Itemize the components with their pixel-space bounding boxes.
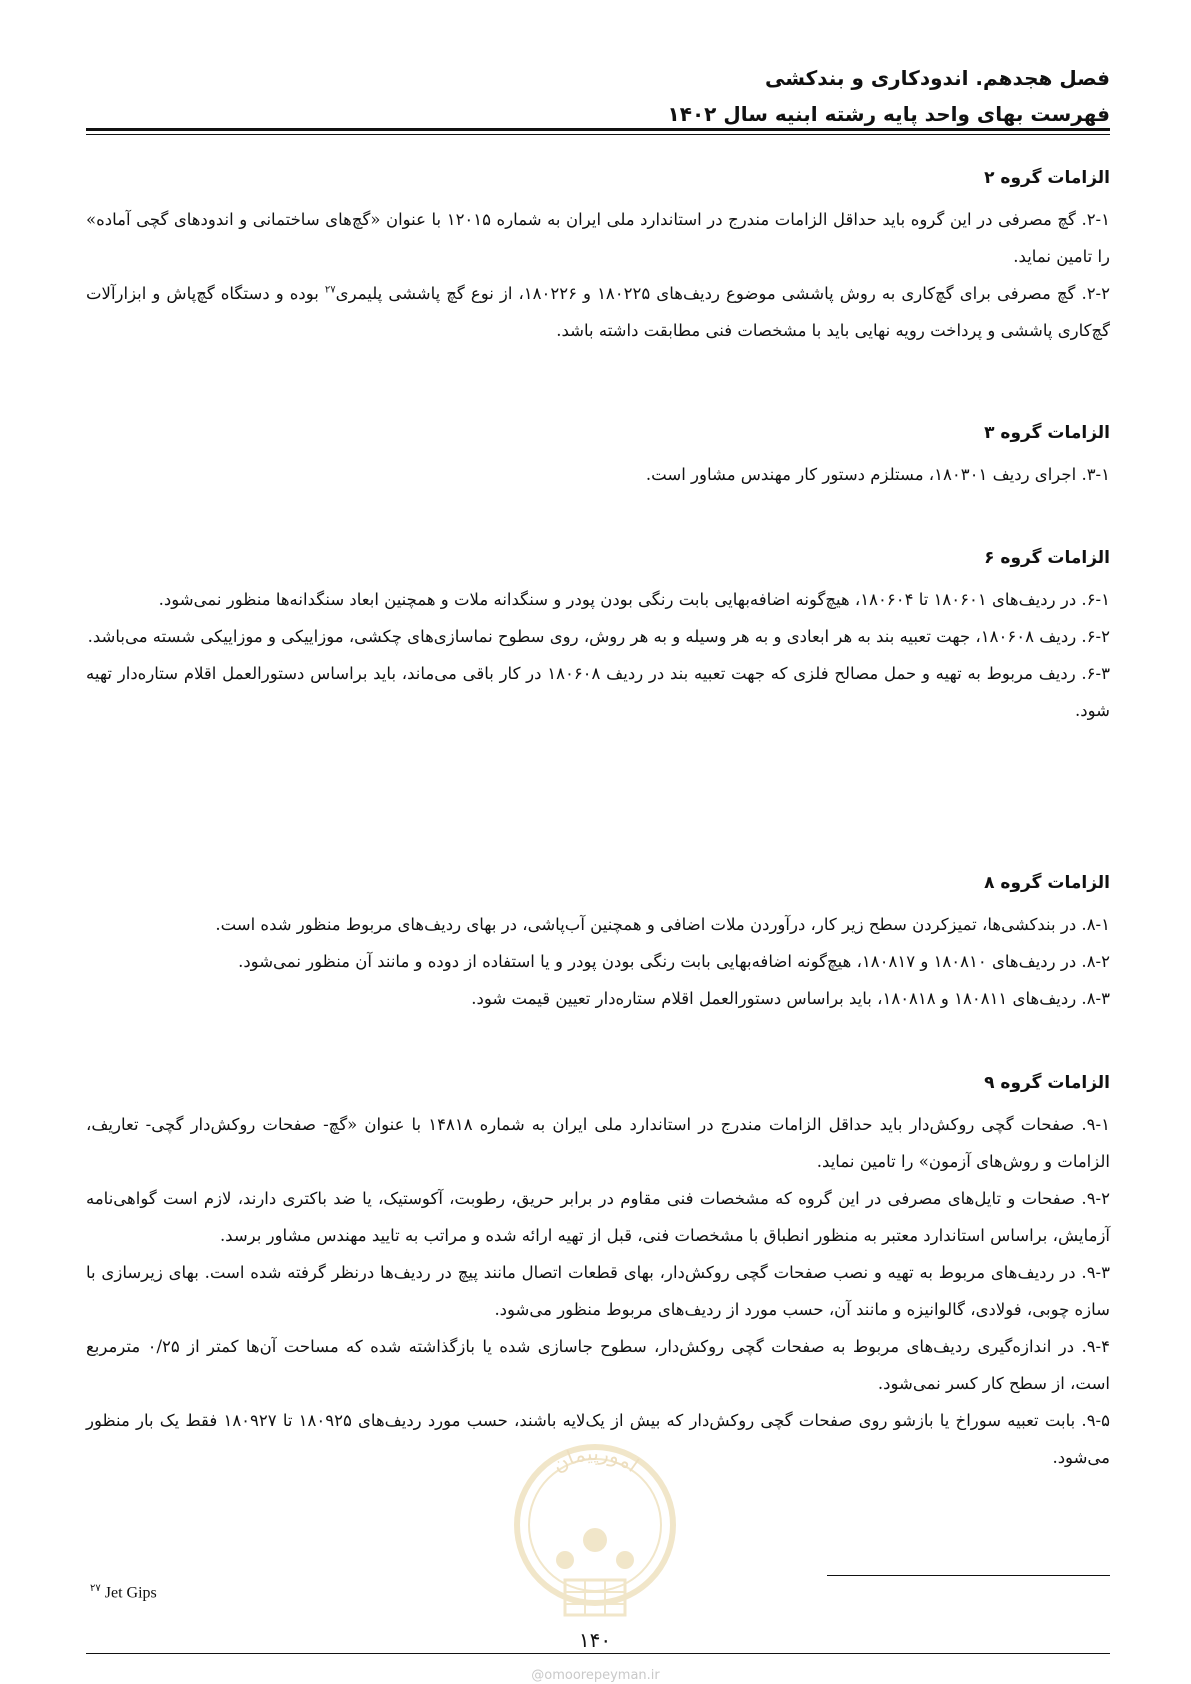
paragraph: ۶-۳. ردیف مربوط به تهیه و حمل مصالح فلزی که جهت تعبیه بند در ردیف ۱۸۰۶۰۸ در کار باقی می‌ماند، باید براساس دستورالعمل اقلام ستاره‌دار تهیه شود. xyxy=(86,664,1110,720)
section-title: الزامات گروه ۸ xyxy=(984,873,1110,893)
paragraph: ۹-۵. بابت تعبیه سوراخ یا بازشو روی صفحات گچی روکش‌دار که بیش از یک‌لایه باشند، حسب مورد ردیف‌های ۱۸۰۹۲۵ تا ۱۸۰۹۲۷ فقط یک بار منظور می‌شود. xyxy=(86,1411,1110,1467)
section-group-2 xyxy=(86,165,1110,349)
section-group-6 xyxy=(86,545,1110,729)
paragraph: ۹-۱. صفحات گچی روکش‌دار باید حداقل الزامات مندرج در استاندارد ملی ایران به شماره ۱۴۸۱۸ با عنوان «گچ- صفحات روکش‌دار گچی- تعاریف، الزامات و روش‌های آزمون» را تامین نماید. xyxy=(86,1115,1110,1171)
section-title: الزامات گروه ۹ xyxy=(984,1073,1110,1093)
chapter-title: فصل هجدهم. اندودکاری و بندکشی xyxy=(765,66,1110,90)
paragraph: ۶-۱. در ردیف‌های ۱۸۰۶۰۱ تا ۱۸۰۶۰۴، هیچ‌گونه اضافه‌بهایی بابت رنگی بودن پودر و سنگدانه ملات و همچنین ابعاد سنگدانه‌ها منظور نمی‌شود. xyxy=(158,590,1110,609)
paragraph: ۳-۱. اجرای ردیف ۱۸۰۳۰۱، مستلزم دستور کار مهندس مشاور است. xyxy=(645,465,1110,484)
watermark-seal-logo xyxy=(505,1430,685,1630)
price-list-title: فهرست بهای واحد پایه رشته ابنیه سال ۱۴۰۲ xyxy=(667,102,1110,126)
header-rule-thick xyxy=(86,128,1110,131)
section-group-3 xyxy=(86,420,1110,493)
paragraph: ۸-۱. در بندکشی‌ها، تمیزکردن سطح زیر کار، درآوردن ملات اضافی و همچنین آب‌پاشی، در بهای ردیف‌های مربوط منظور شده است. xyxy=(215,915,1110,934)
svg-text:امورپیمان: امورپیمان xyxy=(547,1440,644,1477)
page-header xyxy=(86,60,1110,132)
footnote-rule xyxy=(827,1575,1110,1576)
footnote xyxy=(90,1583,157,1602)
paragraph: ۲-۲. گچ مصرفی برای گچ‌کاری به روش پاششی موضوع ردیف‌های ۱۸۰۲۲۵ و ۱۸۰۲۲۶، از نوع گچ پاششی پلیمری$^{۲۷}$ بوده و دستگاه گچ‌پاش و ابزارآلات گچ‌کاری پاششی و پرداخت رویه نهایی باید با مشخصات فنی مطابقت داشته باشد. xyxy=(86,284,1110,340)
footnote-marker: ۲۷ xyxy=(324,284,336,296)
paragraph: ۹-۲. صفحات و تایل‌های مصرفی در این گروه که مشخصات فنی مقاوم در برابر حریق، رطوبت، آکوستیک، یا ضد باکتری دارند، لازم است گواهی‌نامه آزمایش، براساس استاندارد معتبر به منظور انطباق با مشخصات فنی، قبل از تهیه ارائه شده و مراتب به تایید مهندس مشاور برسد. xyxy=(86,1189,1110,1245)
footnote-text: Jet Gips xyxy=(104,1584,157,1602)
paragraph: ۹-۴. در اندازه‌گیری ردیف‌های مربوط به صفحات گچی روکش‌دار، سطوح جاسازی شده یا بازگذاشته شده که مساحت آن‌ها کمتر از ۰/۲۵ مترمربع است، از سطح کار کسر نمی‌شود. xyxy=(86,1337,1110,1393)
section-group-9 xyxy=(86,1070,1110,1476)
section-title: الزامات گروه ۳ xyxy=(984,423,1110,443)
paragraph: ۶-۲. ردیف ۱۸۰۶۰۸، جهت تعبیه بند به هر ابعادی و به هر وسیله و به هر روش، روی سطوح نماسازی‌های چکشی، موزاییکی و موزاییکی شسته می‌باشد. xyxy=(87,627,1110,646)
footer-rule xyxy=(86,1653,1110,1654)
section-title: الزامات گروه ۲ xyxy=(984,168,1110,188)
section-group-8 xyxy=(86,870,1110,1017)
paragraph: ۸-۲. در ردیف‌های ۱۸۰۸۱۰ و ۱۸۰۸۱۷، هیچ‌گونه اضافه‌بهایی بابت رنگی بودن پودر و یا استفاده از دوده و مانند آن منظور نمی‌شود. xyxy=(238,952,1110,971)
paragraph: ۲-۱. گچ مصرفی در این گروه باید حداقل الزامات مندرج در استاندارد ملی ایران به شماره ۱۲۰۱۵ با عنوان «گچ‌های ساختمانی و اندودهای گچی آماده» را تامین نماید. xyxy=(86,210,1110,266)
paragraph: ۸-۳. ردیف‌های ۱۸۰۸۱۱ و ۱۸۰۸۱۸، باید براساس دستورالعمل اقلام ستاره‌دار تعیین قیمت شود. xyxy=(471,989,1110,1008)
section-title: الزامات گروه ۶ xyxy=(984,548,1110,568)
watermark-url: @omoorepeyman.ir xyxy=(531,1668,660,1683)
paragraph: ۹-۳. در ردیف‌های مربوط به تهیه و نصب صفحات گچی روکش‌دار، بهای قطعات اتصال مانند پیچ در ردیف‌ها درنظر گرفته شده است. بهای زیرسازی با سازه چوبی، فولادی، گالوانیزه و مانند آن، حسب مورد از ردیف‌های مربوط منظور می‌شود. xyxy=(86,1263,1110,1319)
header-rule-thin xyxy=(86,134,1110,135)
footnote-number: ۲۷ xyxy=(90,1583,101,1594)
page-number: ۱۴۰ xyxy=(578,1628,612,1652)
